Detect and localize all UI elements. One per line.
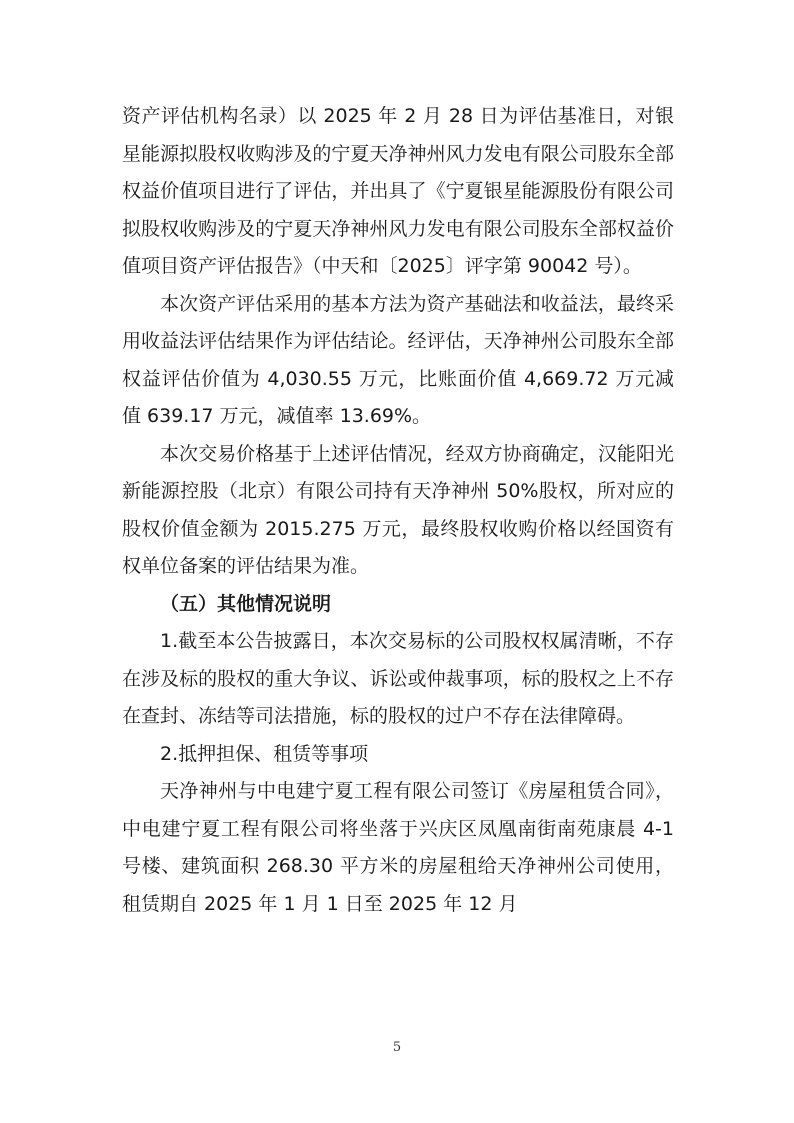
document-body (122, 98, 674, 923)
paragraph-lease-contract: 天净神州与中电建宁夏工程有限公司签订《房屋租赁合同》，中电建宁夏工程有限公司将坐落于兴庆区凤凰南街南苑康晨 4-1 号楼、建筑面积 268.30 平方米的房屋租给天净神州公司使用，租赁期自 2025 年 1 月 1 日至 2025 年 12 月 (122, 780, 674, 915)
section-heading-other-matters: （五）其他情况说明 (160, 592, 332, 615)
paragraph-transaction-price: 本次交易价格基于上述评估情况，经双方协商确定，汉能阳光新能源控股（北京）有限公司持有天净神州 50%股权，所对应的股权价值金额为 2015.275 万元，最终股权收购价格以经国资有权单位备案的评估结果为准。 (122, 442, 674, 577)
paragraph-mortgage-lease-heading: 2.抵押担保、租赁等事项 (160, 742, 369, 765)
paragraph-appraisal-report: 资产评估机构名录）以 2025 年 2 月 28 日为评估基准日，对银星能源拟股权收购涉及的宁夏天净神州风力发电有限公司股东全部权益价值项目进行了评估，并出具了《宁夏银星能源股份有限公司拟股权收购涉及的宁夏天净神州风力发电有限公司股东全部权益价值项目资产评估报告》（中天和〔2025〕评字第 90042 号）。 (122, 105, 674, 277)
paragraph-appraisal-method: 本次资产评估采用的基本方法为资产基础法和收益法，最终采用收益法评估结果作为评估结论。经评估，天净神州公司股东全部权益评估价值为 4,030.55 万元，比账面价值 4,669.72 万元减值 639.17 万元，减值率 13.69%。 (122, 292, 674, 427)
page-number: 5 (392, 1040, 402, 1055)
paragraph-ownership-status: 1.截至本公告披露日，本次交易标的公司股权权属清晰，不存在涉及标的股权的重大争议、诉讼或仲裁事项，标的股权之上不存在查封、冻结等司法措施，标的股权的过户不存在法律障碍。 (122, 630, 674, 727)
